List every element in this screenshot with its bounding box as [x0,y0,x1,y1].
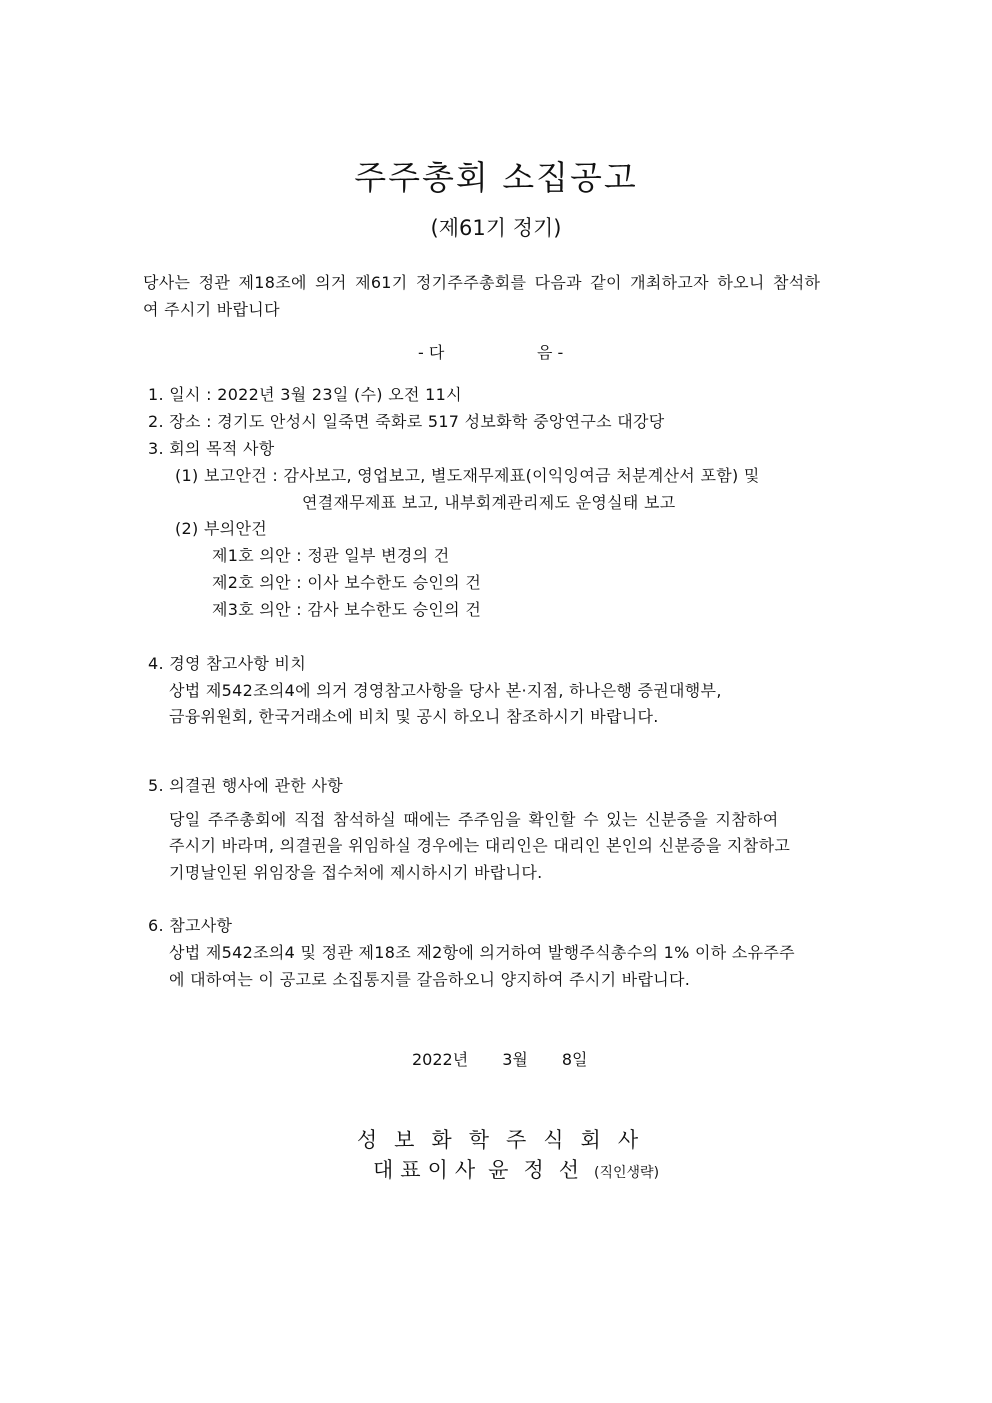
item-voting-heading: 5. 의결권 행사에 관한 사항 [148,776,343,795]
agenda-item-2: 제2호 의안 : 이사 보수한도 승인의 건 [212,573,482,592]
intro-text-line1: 당사는 정관 제18조에 의거 제61기 정기주주총회를 다음과 같이 개최하고자 하오니 참석하 [143,273,821,292]
date-year: 2022년 [412,1050,469,1069]
ceo-signature [373,1160,659,1181]
seal-omitted-note: (직인생략) [594,1165,660,1181]
item-reference-line2: 금융위원회, 한국거래소에 비치 및 공시 하오니 참조하시기 바랍니다. [169,707,659,726]
document-title: 주주총회 소집공고 [354,158,638,197]
ceo-name: 윤정선 [488,1158,595,1182]
item-location: 2. 장소 : 경기도 안성시 일죽면 죽화로 517 성보화학 중앙연구소 대강당 [148,412,665,431]
intro-text-line2: 여 주시기 바랍니다 [143,300,280,319]
agenda-item-1: 제1호 의안 : 정관 일부 변경의 건 [212,546,450,565]
report-agenda-line1: (1) 보고안건 : 감사보고, 영업보고, 별도재무제표(이익잉여금 처분계산서 포함) 및 [175,466,760,485]
resolution-agenda-heading: (2) 부의안건 [175,519,267,538]
item-agenda-heading: 3. 회의 목적 사항 [148,439,275,458]
item-notes-line2: 에 대하여는 이 공고로 소집통지를 갈음하오니 양지하여 주시기 바랍니다. [169,970,691,989]
item-notes-heading: 6. 참고사항 [148,916,233,935]
item-date: 1. 일시 : 2022년 3월 23일 (수) 오전 11시 [148,385,462,404]
item-reference-heading: 4. 경영 참고사항 비치 [148,654,307,673]
date-day: 8일 [561,1050,588,1069]
agenda-item-3: 제3호 의안 : 감사 보수한도 승인의 건 [212,600,482,619]
company-name: 성보화학주식회사 [356,1128,656,1152]
ceo-title: 대표이사 [373,1158,483,1182]
item-voting-line2: 주시기 바라며, 의결권을 위임하실 경우에는 대리인은 대리인 본인의 신분증을 지참하고 [169,836,791,855]
separator-right: 음 - [537,343,564,362]
item-notes-line1: 상법 제542조의4 및 정관 제18조 제2항에 의거하여 발행주식총수의 1% 이하 소유주주 [169,943,795,962]
item-voting-line1: 당일 주주총회에 직접 참석하실 때에는 주주임을 확인할 수 있는 신분증을 지참하여 [169,810,779,829]
date-month: 3월 [502,1050,528,1069]
report-agenda-line2: 연결재무제표 보고, 내부회계관리제도 운영실태 보고 [302,493,676,512]
document-subtitle: (제61기 정기) [430,216,562,240]
notice-date [412,1052,587,1068]
separator-left: - 다 [418,343,445,362]
item-reference-line1: 상법 제542조의4에 의거 경영참고사항을 당사 본·지점, 하나은행 증권대행부, [169,681,722,700]
item-voting-line3: 기명날인된 위임장을 접수처에 제시하시기 바랍니다. [169,863,543,882]
